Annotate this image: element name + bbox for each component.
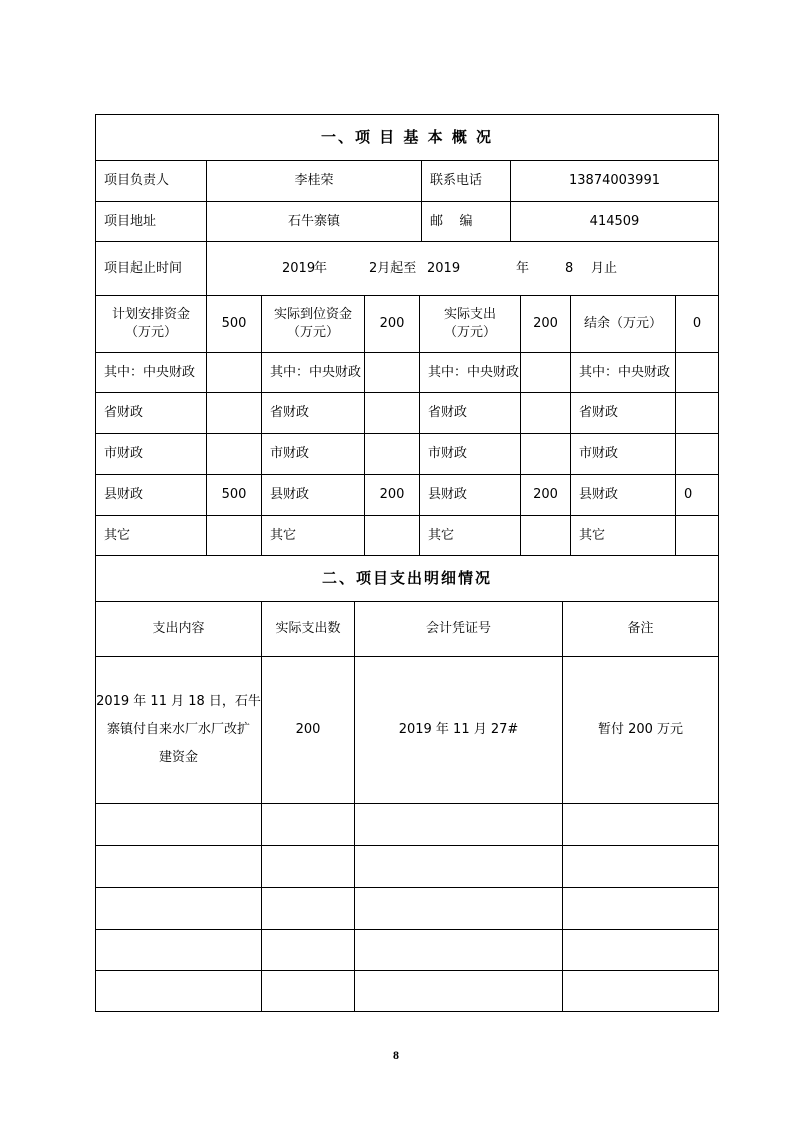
funds-source-label: 县财政 <box>270 487 310 503</box>
contact-phone-value: 13874003991 <box>569 173 660 189</box>
header-remark: 备注 <box>627 621 654 637</box>
funds-source-value <box>207 393 261 433</box>
period-year-char: 年 <box>314 261 328 276</box>
header-expense-content: 支出内容 <box>152 621 205 637</box>
period-end-suffix: 月止 <box>591 261 618 276</box>
funds-source-value <box>521 434 570 474</box>
actual-spending-value: 200 <box>533 316 558 332</box>
funds-source-label: 省财政 <box>579 405 619 421</box>
funds-source-label: 县财政 <box>104 487 144 503</box>
funds-source-label: 市财政 <box>104 446 144 462</box>
funds-source-value: 0 <box>684 487 693 503</box>
expense-remark: 暂付 200 万元 <box>597 722 684 738</box>
project-period-label: 项目起止时间 <box>104 260 183 276</box>
funds-source-value: 200 <box>533 487 558 503</box>
funds-source-value <box>365 393 419 433</box>
project-address-value: 石牛寨镇 <box>287 213 340 229</box>
project-address-label: 项目地址 <box>104 213 157 229</box>
funds-source-label: 其中：中央财政 <box>104 364 196 380</box>
period-end-month: 8 <box>565 261 574 276</box>
funds-source-label: 其它 <box>579 527 606 543</box>
funds-source-label: 其中：中央财政 <box>579 364 671 380</box>
funds-source-value <box>207 516 261 555</box>
funds-source-label: 其中：中央财政 <box>428 364 520 380</box>
received-funds-label-line2: （万元） <box>286 325 339 340</box>
funds-source-label: 省财政 <box>428 405 468 421</box>
planned-funds-label-line2: （万元） <box>124 325 177 340</box>
received-funds-label-line1: 实际到位资金 <box>273 307 352 323</box>
funds-source-value <box>207 434 261 474</box>
funds-source-value <box>365 516 419 555</box>
funds-source-label: 县财政 <box>428 487 468 503</box>
project-leader-value: 李桂荣 <box>294 173 334 189</box>
expense-content-line: 寨镇付自来水厂水厂改扩 <box>106 722 250 737</box>
planned-funds-value: 500 <box>221 316 247 332</box>
header-actual-amount: 实际支出数 <box>275 621 341 637</box>
planned-funds-label-line1: 计划安排资金 <box>111 307 190 323</box>
planned-funds-label <box>96 296 206 352</box>
period-end-year-char: 年 <box>516 261 530 276</box>
funds-source-value <box>207 353 261 392</box>
section-expense-detail-title: 二、项目支出明细情况 <box>321 569 492 588</box>
funds-source-label: 其它 <box>428 527 455 543</box>
funds-source-value <box>521 516 570 555</box>
table-border-right <box>718 114 719 1011</box>
funds-source-value <box>676 353 718 392</box>
funds-source-label: 市财政 <box>428 446 468 462</box>
funds-source-value <box>676 516 718 555</box>
balance-label: 结余（万元） <box>583 316 662 332</box>
received-funds-value: 200 <box>379 316 405 332</box>
funds-source-value: 500 <box>221 487 247 503</box>
funds-source-value <box>521 393 570 433</box>
funds-source-value: 200 <box>379 487 405 503</box>
postcode-value: 414509 <box>589 213 640 229</box>
funds-source-value <box>365 353 419 392</box>
funds-source-label: 其它 <box>270 527 297 543</box>
received-funds-label <box>262 296 364 352</box>
balance-value: 0 <box>692 316 702 332</box>
actual-spending-label-line1: 实际支出 <box>443 307 496 323</box>
contact-phone-label: 联系电话 <box>430 173 483 189</box>
postcode-label: 邮 编 <box>430 213 473 229</box>
expense-content-line: 建资金 <box>158 750 198 765</box>
section-basic-info-title: 一、项 目 基 本 概 况 <box>320 128 494 147</box>
period-start-month: 2月起至 <box>369 261 417 276</box>
page-number: 8 <box>393 1047 399 1062</box>
funds-source-value <box>676 393 718 433</box>
funds-source-value <box>676 434 718 474</box>
funds-source-label: 市财政 <box>579 446 619 462</box>
project-leader-label: 项目负责人 <box>104 173 170 189</box>
expense-voucher: 2019 年 11 月 27# <box>398 722 519 738</box>
funds-source-label: 省财政 <box>270 405 310 421</box>
empty-expense-rows <box>96 804 718 1011</box>
funds-source-label: 市财政 <box>270 446 310 462</box>
funds-source-label: 县财政 <box>579 487 619 503</box>
funds-source-value <box>521 353 570 392</box>
expense-content-cell <box>96 657 261 803</box>
table-border-bottom <box>95 1011 719 1012</box>
actual-spending-label <box>420 296 520 352</box>
funds-source-value <box>365 434 419 474</box>
header-voucher-number: 会计凭证号 <box>425 621 491 637</box>
funds-source-label: 省财政 <box>104 405 144 421</box>
expense-content-line: 2019 年 11 月 18 日，石牛 <box>96 694 261 709</box>
funds-source-label: 其中：中央财政 <box>270 364 362 380</box>
period-start-year: 2019 <box>282 261 316 276</box>
expense-amount: 200 <box>295 722 321 738</box>
period-end-year: 2019 <box>427 261 461 276</box>
funds-source-label: 其它 <box>104 527 131 543</box>
actual-spending-label-line2: （万元） <box>443 325 496 340</box>
